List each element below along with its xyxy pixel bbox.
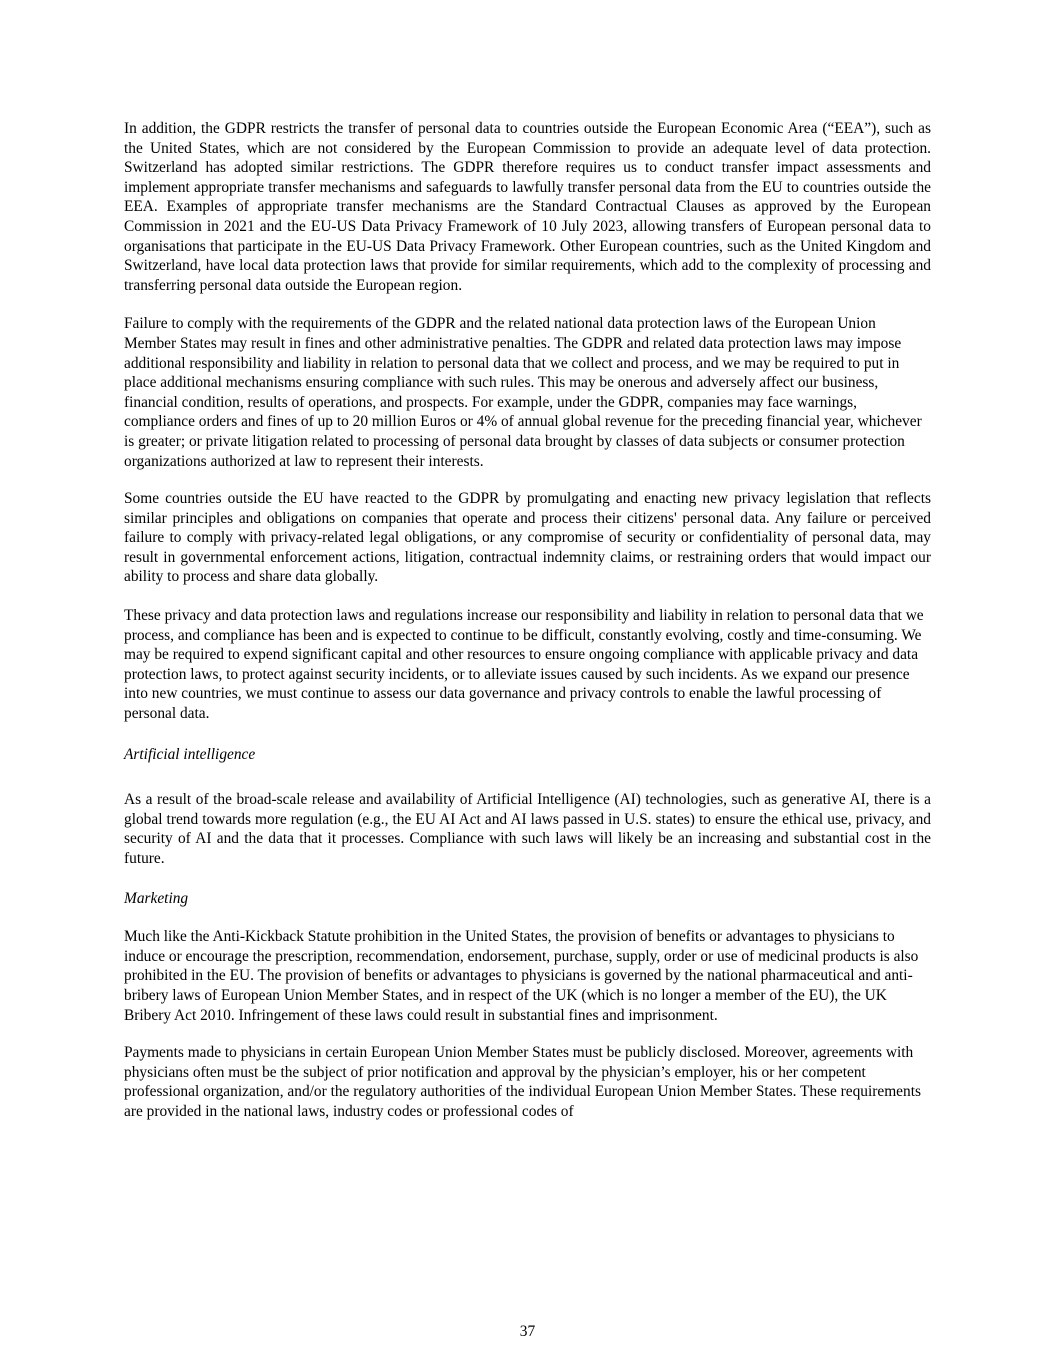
page-body bbox=[124, 119, 931, 1122]
paragraph-gdpr-failure: Failure to comply with the requirements of the GDPR and the related national data protection laws of the European Union Member States may result in fines and other administrative penalties. The GDPR and related data protection laws may impose additional responsibility and liability in relation to personal data that we collect and process, and we may be required to put in place additional mechanisms ensuring compliance with such rules. This may be onerous and adversely affect our business, financial condition, results of operations, and prospects. For example, under the GDPR, companies may face warnings, compliance orders and fines of up to 20 million Euros or 4% of annual global revenue for the preceding financial year, whichever is greater; or private litigation related to processing of personal data brought by classes of data subjects or consumer protection organizations authorized at law to represent their interests. bbox=[124, 315, 922, 470]
paragraph-artificial-intelligence: As a result of the broad-scale release and availability of Artificial Intelligence (AI) technologies, such as generative AI, there is a global trend towards more regulation (e.g., the EU AI Act and AI laws passed in U.S. states) to ensure the ethical use, privacy, and security of AI and the data that it processes. Compliance with such laws will likely be an increasing and substantial cost in the future. bbox=[124, 791, 931, 867]
paragraph-gdpr-transfer: In addition, the GDPR restricts the transfer of personal data to countries outside the European Economic Area (“EEA”), such as the United States, which are not considered by the European Commission to provide an adequate level of data protection. Switzerland has adopted similar restrictions. The GDPR therefore requires us to conduct transfer impact assessments and implement appropriate transfer mechanisms and safeguards to lawfully transfer personal data from the EU to countries outside the EEA. Examples of appropriate transfer mechanisms are the Standard Contractual Clauses as approved by the European Commission in 2021 and the EU-US Data Privacy Framework of 10 July 2023, allowing transfers of European personal data to organisations that participate in the EU-US Data Privacy Framework. Other European countries, such as the United Kingdom and Switzerland, have local data protection laws that provide for similar requirements, which add to the complexity of processing and transferring personal data outside the European region. bbox=[124, 120, 931, 294]
page-number: 37 bbox=[519, 1323, 536, 1340]
heading-artificial-intelligence: Artificial intelligence bbox=[124, 745, 256, 763]
paragraph-physician-payments: Payments made to physicians in certain European Union Member States must be publicly disclosed. Moreover, agreements with physicians often must be the subject of prior notification and approval by the physician’s employer, his or her competent professional organization, and/or the regulatory authorities of the individual European Union Member States. These requirements are provided in the national laws, industry codes or professional codes of bbox=[124, 1044, 921, 1120]
paragraph-privacy-laws: These privacy and data protection laws and regulations increase our responsibility and liability in relation to personal data that we process, and compliance has been and is expected to continue to be difficult, constantly evolving, costly and time-consuming. We may be required to expend significant capital and other resources to ensure ongoing compliance with applicable privacy and data protection laws, to protect against security incidents, or to alleviate issues caused by such incidents. As we expand our presence into new countries, we must continue to assess our data governance and privacy controls to enable the lawful processing of personal data. bbox=[124, 607, 924, 723]
paragraph-countries-outside-eu: Some countries outside the EU have reacted to the GDPR by promulgating and enacting new privacy legislation that reflects similar principles and obligations on companies that operate and process their citizens' personal data. Any failure or perceived failure to comply with privacy-related legal obligations, or any compromise of security or confidentiality of personal data, may result in governmental enforcement actions, litigation, contractual indemnity claims, or restraining orders that would impact our ability to process and share data globally. bbox=[124, 490, 931, 586]
paragraph-anti-kickback: Much like the Anti-Kickback Statute prohibition in the United States, the provision of benefits or advantages to physicians to induce or encourage the prescription, recommendation, endorsement, purchase, supply, order or use of medicinal products is also prohibited in the EU. The provision of benefits or advantages to physicians is governed by the national pharmaceutical and anti-bribery laws of European Union Member States, and in respect of the UK (which is no longer a member of the EU), the UK Bribery Act 2010. Infringement of these laws could result in substantial fines and imprisonment. bbox=[124, 928, 919, 1024]
heading-marketing: Marketing bbox=[124, 889, 189, 907]
